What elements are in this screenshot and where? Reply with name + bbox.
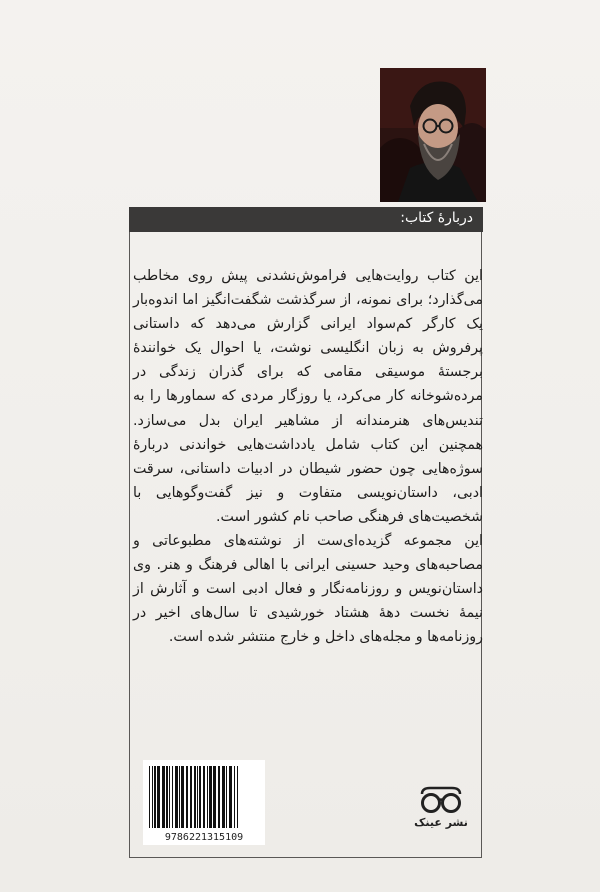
author-photo <box>380 68 486 202</box>
publisher-name: نشر عینک <box>414 816 468 829</box>
barcode-bars <box>143 760 265 832</box>
section-header-label: درباره‌ٔ کتاب: <box>400 210 473 226</box>
isbn-number: 9786221315109 <box>143 832 265 845</box>
description-paragraph-2: این مجموعه گزیده‌ای‌ست از نوشته‌های مطبوعاتی و مصاحبه‌های وحید حسینی ایرانی با اهالی فرهنگ و هنر. وی داستان‌نویس و روزنامه‌نگار و فعال ادبی است و آثارش از نیمهٔ نخست دههٔ هشتاد خورشیدی تا سال‌های اخیر در روزنامه‌ها و مجله‌های داخل و خارج منتشر شده است. <box>133 533 483 646</box>
book-description <box>133 264 483 650</box>
section-header <box>129 207 483 232</box>
barcode <box>143 760 265 832</box>
description-paragraph-1: این کتاب روایت‌هایی فراموش‌نشدنی پیش روی مخاطب می‌گذارد؛ برای نمونه، از سرگذشت شگفت‌انگیز اما اندوه‌بار یک کارگر کم‌سواد ایرانی گزارش می‌دهد که داستانی پرفروش به زبان انگلیسی نوشت، یا احوال یک خوانندهٔ برجستهٔ موسیقی مقامی که برای گذران زندگی در مرده‌شوخانه کار می‌کرد، یا روزگار مردی که سماورها را به تندیس‌های هنرمندانه از مشاهیر ایران بدل می‌سازد. همچنین این کتاب شامل یادداشت‌هایی خواندنی دربارهٔ سوژه‌هایی چون حضور شیطان در ادبیات داستانی، سرقت ادبی، داستان‌نویسی متفاوت و نیز گفت‌وگوهایی با شخصیت‌های فرهنگی صاحب نام کشور است. <box>133 268 483 525</box>
